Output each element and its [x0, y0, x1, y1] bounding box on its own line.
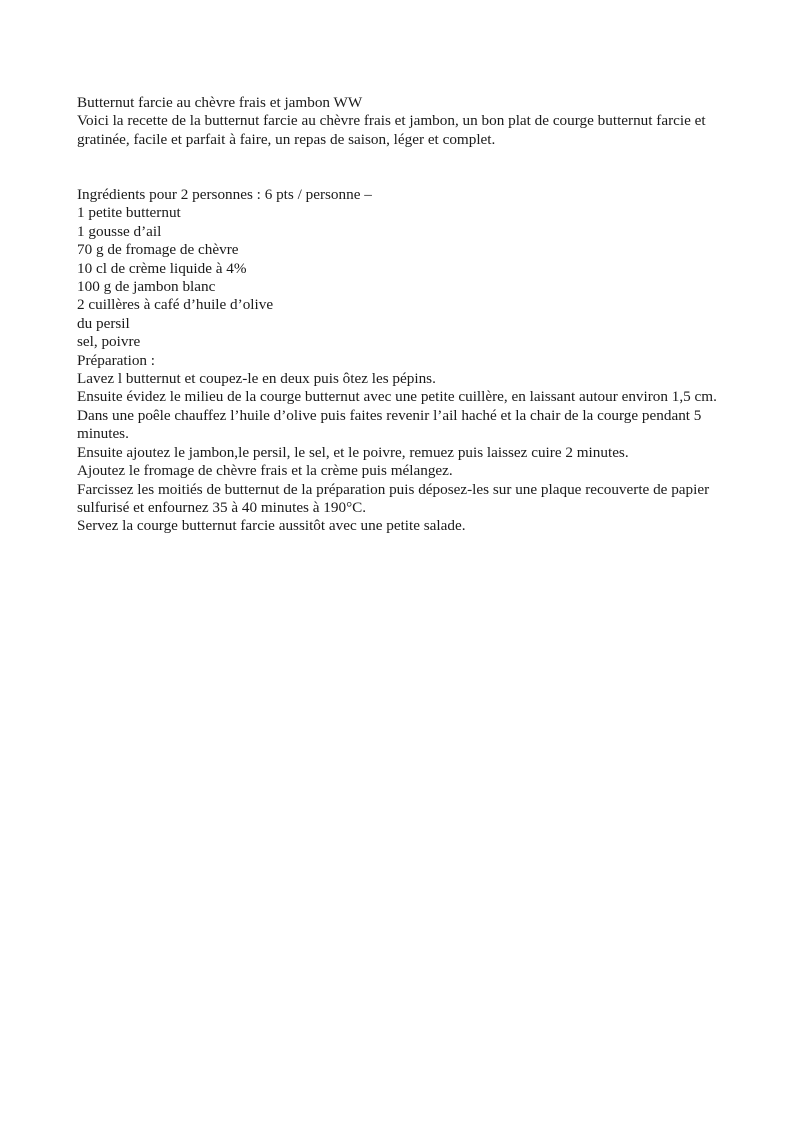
blank-spacer	[77, 149, 717, 186]
preparation-step: Ajoutez le fromage de chèvre frais et la crème puis mélangez.	[77, 462, 453, 480]
preparation-heading: Préparation :	[77, 351, 156, 369]
document-page	[77, 94, 717, 536]
preparation-step: Servez la courge butternut farcie aussitôt avec une petite salade.	[77, 517, 466, 535]
ingredient-item: 1 petite butternut	[77, 204, 181, 222]
ingredient-item: 70 g de fromage de chèvre	[77, 241, 239, 259]
ingredient-item: sel, poivre	[77, 333, 141, 351]
preparation-step: Ensuite ajoutez le jambon,le persil, le sel, et le poivre, remuez puis laissez cuire 2 minutes.	[77, 443, 629, 461]
ingredient-item: 10 cl de crème liquide à 4%	[77, 259, 247, 277]
preparation-step: Farcissez les moitiés de butternut de la préparation puis déposez-les sur une plaque recouverte de papier sulfurisé et enfournez 35 à 40 minutes à 190°C.	[77, 480, 710, 516]
preparation-step: Ensuite évidez le milieu de la courge butternut avec une petite cuillère, en laissant autour environ 1,5 cm.	[77, 388, 717, 406]
preparation-step: Lavez l butternut et coupez-le en deux puis ôtez les pépins.	[77, 370, 436, 388]
ingredients-list	[77, 204, 717, 351]
preparation-steps	[77, 370, 717, 536]
ingredient-item: 2 cuillères à café d’huile d’olive	[77, 296, 274, 314]
ingredient-item: du persil	[77, 314, 130, 332]
ingredients-heading: Ingrédients pour 2 personnes : 6 pts / personne –	[77, 186, 372, 204]
ingredient-item: 1 gousse d’ail	[77, 222, 162, 240]
ingredient-item: 100 g de jambon blanc	[77, 278, 216, 296]
recipe-title: Butternut farcie au chèvre frais et jambon WW	[77, 94, 363, 111]
preparation-step: Dans une poêle chauffez l’huile d’olive puis faites revenir l’ail haché et la chair de la courge pendant 5 minutes.	[77, 406, 702, 443]
recipe-intro: Voici la recette de la butternut farcie au chèvre frais et jambon, un bon plat de courge butternut farcie et gratinée, facile et parfait à faire, un repas de saison, léger et complet.	[77, 112, 706, 148]
